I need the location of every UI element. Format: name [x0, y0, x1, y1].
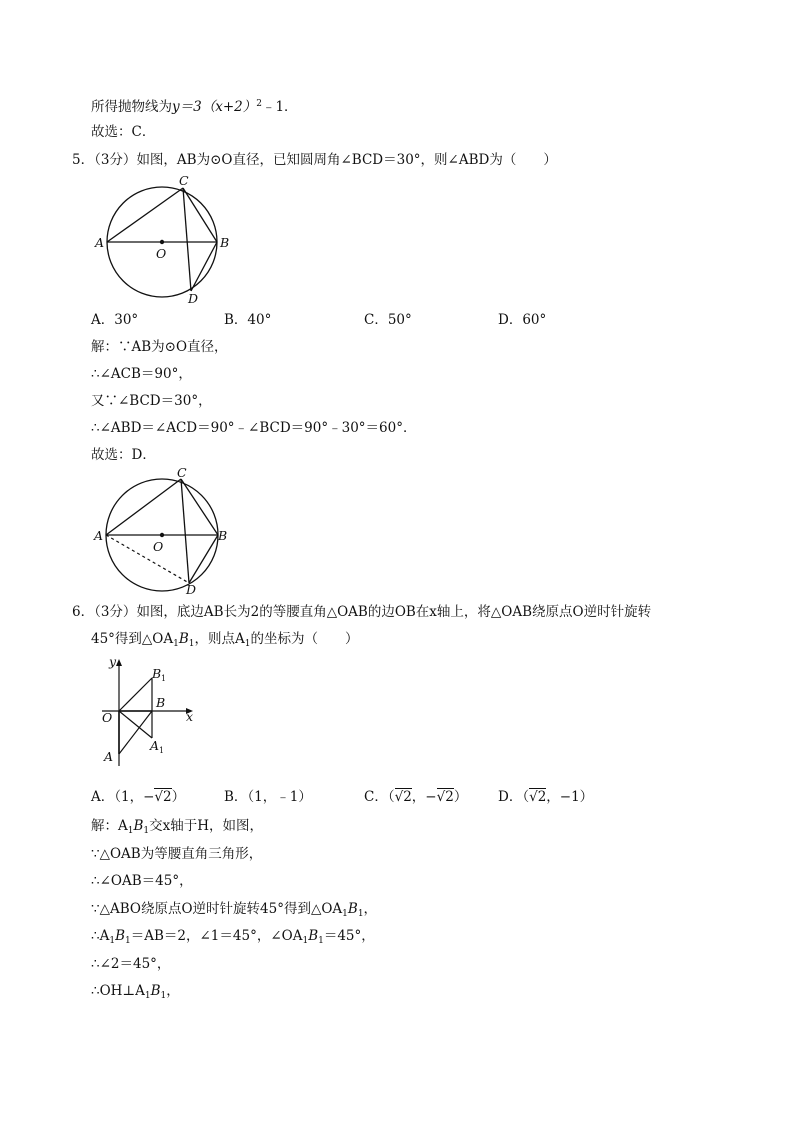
- q6-sol-5-sub-d: 1: [318, 936, 324, 946]
- q6-stem-sub-c: 1: [244, 639, 251, 649]
- q5-solution-line-3: 又∵∠BCD＝30°，: [91, 393, 212, 409]
- q6-label-b1: B: [152, 666, 162, 681]
- q5-option-b-letter: B．: [224, 312, 248, 328]
- q6-solution-line-6: ∴∠2＝45°，: [91, 956, 171, 972]
- q6-solution-line-3: ∴∠OAB＝45°，: [91, 873, 193, 889]
- q4-answer: 故选：C．: [91, 124, 156, 140]
- q5-number: 5．: [72, 152, 95, 168]
- q6-option-c-text-m: ，−: [411, 789, 437, 805]
- q5-sol-label-b: B: [218, 528, 228, 543]
- q6-label-a: A: [104, 749, 114, 764]
- q6-stem-2b: B: [178, 631, 189, 647]
- q6-option-b[interactable]: [224, 788, 312, 806]
- q6-solution-line-5: [91, 927, 375, 950]
- q5-sol-label-d: D: [186, 582, 197, 597]
- q6-stem-line-1: [72, 603, 651, 621]
- q6-sol-1-sub-a: 1: [127, 826, 134, 836]
- q6-sol-4b: B: [347, 901, 358, 917]
- q6-sol-7-sub-a: 1: [144, 991, 151, 1001]
- q6-option-d-radicand: 2: [537, 789, 547, 805]
- q6-stem-text-1: 如图，底边AB长为2的等腰直角△OAB的边OB在x轴上，将△OAB绕原点O逆时针旋转: [136, 604, 652, 620]
- q6-stem-line-2: [91, 630, 359, 653]
- q5-option-d-letter: D．: [498, 312, 523, 328]
- q6-sol-5-sub-b: 1: [125, 936, 131, 946]
- q6-solution-line-7: [91, 982, 180, 1005]
- q5-option-a[interactable]: [91, 311, 138, 329]
- q6-option-b-letter: B．: [224, 789, 248, 805]
- q6-sol-7c: ，: [166, 983, 180, 999]
- q6-label-a1: A: [150, 738, 160, 753]
- q6-option-a[interactable]: A．（1，−√2）: [91, 789, 186, 805]
- q5-option-c-text: 50°: [387, 312, 412, 328]
- q6-sol-4-sub-a: 1: [342, 909, 348, 919]
- q6-label-y: y: [109, 654, 117, 669]
- q5-option-b-text: 40°: [247, 312, 272, 328]
- q6-solution-line-1: [91, 817, 263, 840]
- q5-label-c: C: [179, 173, 189, 188]
- q5-stem-text: 如图，AB为⊙O直径，已知圆周角∠BCD＝30°，则∠ABD为（ ）: [136, 152, 557, 168]
- q5-sol-label-c: C: [177, 466, 187, 480]
- q6-sol-7a: ∴OH⊥A: [91, 983, 145, 999]
- q6-sol-5-sub-a: 1: [109, 936, 116, 946]
- q4-parabola-prefix: 所得抛物线为: [91, 99, 172, 115]
- q4-parabola-tail: ﹣1．: [261, 99, 298, 115]
- q5-label-b: B: [220, 235, 230, 250]
- q5-solution-line-4: ∴∠ABD＝∠ACD＝90°﹣∠BCD＝90°﹣30°＝60°．: [91, 420, 417, 436]
- q6-option-a-radicand: 2: [163, 789, 172, 805]
- q5-option-c-letter: C．: [364, 312, 388, 328]
- q5-sol-label-a: A: [94, 528, 104, 543]
- q6-stem-2c: ，则点A: [194, 631, 245, 647]
- q6-sol-1-sub-b: 1: [143, 826, 150, 836]
- q6-sol-5a: ∴A: [91, 928, 110, 944]
- q6-stem-2d: 的坐标为（ ）: [250, 631, 359, 647]
- q6-option-d[interactable]: D．（√2，−1）: [498, 789, 594, 805]
- q6-score: （3分）: [94, 604, 137, 620]
- q6-option-a-letter: A．: [91, 789, 115, 805]
- q6-stem-sub-a: 1: [173, 639, 179, 649]
- q6-sol-4-sub-b: 1: [357, 909, 364, 919]
- q6-label-o: O: [102, 710, 113, 725]
- q6-sol-5e: ＝45°，: [323, 928, 375, 944]
- q6-option-c-text-b: ）: [453, 789, 468, 805]
- q6-sol-4a: ∵△ABO绕原点O逆时针旋转45°得到△OA: [91, 901, 343, 917]
- q6-option-c-radicand-1: 2: [403, 789, 412, 805]
- q5-option-d-text: 60°: [522, 312, 547, 328]
- q5-option-a-letter: A．: [91, 312, 115, 328]
- q6-sol-5c: ＝AB＝2，∠1＝45°，∠OA: [130, 928, 303, 944]
- q5-label-o: O: [156, 246, 167, 261]
- q6-option-c-text-a: （: [387, 789, 395, 805]
- q5-solution-line-5: 故选：D．: [91, 447, 156, 463]
- q4-parabola-exponent: 2: [256, 99, 262, 109]
- q5-stem: [72, 151, 557, 169]
- q6-stem-sub-b: 1: [188, 639, 195, 649]
- q6-sol-7b: B: [150, 983, 161, 999]
- q5-solution-figure: [88, 466, 238, 598]
- q6-option-d-text-b: ，−1）: [546, 789, 594, 805]
- q5-score: （3分）: [94, 152, 137, 168]
- q6-solution-line-2: ∵△OAB为等腰直角三角形，: [91, 846, 263, 862]
- q6-solution-line-4: [91, 900, 377, 923]
- q6-option-a-text-b: ）: [171, 789, 186, 805]
- q6-sol-5b: B: [115, 928, 125, 944]
- q5-label-a: A: [95, 235, 105, 250]
- q6-option-a-text-a: （1，−: [114, 789, 155, 805]
- q5-label-d: D: [188, 291, 199, 306]
- q5-option-a-text: 30°: [114, 312, 139, 328]
- q6-sol-5-sub-c: 1: [302, 936, 309, 946]
- q6-option-c-radicand-2: 2: [445, 789, 454, 805]
- q6-number: 6．: [72, 604, 95, 620]
- q6-option-c[interactable]: C．（√2，−√2）: [364, 789, 468, 805]
- q6-label-b: B: [156, 695, 166, 710]
- q5-option-b[interactable]: [224, 311, 271, 329]
- q4-parabola-line: [91, 95, 298, 116]
- q6-label-x: x: [186, 709, 194, 724]
- q6-sol-4c: ，: [363, 901, 378, 917]
- q5-solution-line-2: ∴∠ACB＝90°，: [91, 366, 192, 382]
- q6-sol-1c: 交x轴于H，如图，: [149, 818, 264, 834]
- q6-sol-1b: B: [133, 818, 144, 834]
- q6-option-d-letter: D．: [498, 789, 523, 805]
- q6-label-b1-sub: 1: [161, 674, 167, 683]
- q5-option-c[interactable]: [364, 311, 412, 329]
- q5-solution-line-1: 解：∵AB为⊙O直径，: [91, 339, 228, 355]
- q6-figure-axes: [96, 654, 206, 770]
- q6-stem-2a: 45°得到△OA: [91, 631, 174, 647]
- q6-option-b-text: （1，﹣1）: [247, 789, 312, 805]
- q6-sol-1a: 解：A: [91, 818, 128, 834]
- q6-label-a1-sub: 1: [159, 746, 165, 755]
- q4-parabola-eq: y＝3（x+2）: [172, 99, 257, 115]
- q6-option-c-letter: C．: [364, 789, 388, 805]
- q5-sol-label-o: O: [153, 539, 164, 554]
- q6-sol-7-sub-b: 1: [160, 991, 167, 1001]
- q5-option-d[interactable]: [498, 311, 546, 329]
- q6-sol-5d: B: [308, 928, 319, 944]
- q6-option-d-text-a: （: [522, 789, 530, 805]
- q5-figure-circle: [90, 172, 240, 307]
